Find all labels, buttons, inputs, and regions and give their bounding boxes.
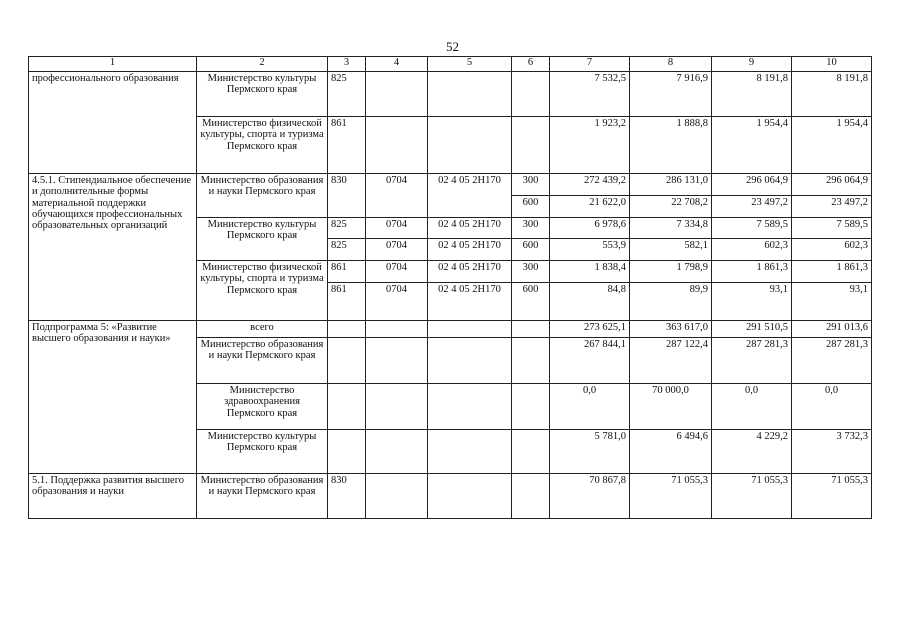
code-cell: 830 <box>328 174 366 218</box>
type-cell: 600 <box>512 196 550 218</box>
value-cell: 21 622,0 <box>550 196 630 218</box>
type-cell <box>512 321 550 338</box>
value-cell: 22 708,2 <box>630 196 712 218</box>
target-cell <box>428 430 512 474</box>
value-cell: 287 281,3 <box>792 338 872 384</box>
program-name-cell: Подпрограмма 5: «Развитие высшего образования и науки» <box>29 321 197 474</box>
header-row <box>29 57 872 72</box>
value-cell: 1 861,3 <box>792 261 872 283</box>
code-cell: 825 <box>328 72 366 117</box>
value-cell: 553,9 <box>550 239 630 261</box>
target-cell: 02 4 05 2Н170 <box>428 174 512 218</box>
table-row <box>29 174 872 196</box>
agency-cell: Министерство физической культуры, спорта и туризма Пермского края <box>197 261 328 321</box>
value-cell: 70 867,8 <box>550 474 630 519</box>
value-cell: 3 732,3 <box>792 430 872 474</box>
header-cell: 2 <box>197 57 328 72</box>
section-cell <box>366 430 428 474</box>
value-cell: 0,0 <box>792 384 872 430</box>
value-cell: 363 617,0 <box>630 321 712 338</box>
header-cell: 5 <box>428 57 512 72</box>
target-cell <box>428 72 512 117</box>
value-cell: 23 497,2 <box>712 196 792 218</box>
value-cell: 0,0 <box>712 384 792 430</box>
header-cell: 6 <box>512 57 550 72</box>
header-cell: 9 <box>712 57 792 72</box>
code-cell: 825 <box>328 239 366 261</box>
section-cell: 0704 <box>366 283 428 321</box>
value-cell: 287 122,4 <box>630 338 712 384</box>
type-cell: 600 <box>512 283 550 321</box>
table-row <box>29 474 872 519</box>
value-cell: 8 191,8 <box>792 72 872 117</box>
type-cell <box>512 430 550 474</box>
type-cell: 300 <box>512 261 550 283</box>
program-name-cell: 4.5.1. Стипендиальное обеспечение и дополнительные формы материальной поддержки обучающихся профессиональных образовательных организаций <box>29 174 197 321</box>
target-cell <box>428 384 512 430</box>
header-cell: 8 <box>630 57 712 72</box>
type-cell <box>512 338 550 384</box>
value-cell: 272 439,2 <box>550 174 630 196</box>
target-cell <box>428 321 512 338</box>
code-cell: 861 <box>328 261 366 283</box>
value-cell: 7 532,5 <box>550 72 630 117</box>
section-cell <box>366 338 428 384</box>
target-cell <box>428 338 512 384</box>
value-cell: 1 861,3 <box>712 261 792 283</box>
value-cell: 23 497,2 <box>792 196 872 218</box>
header-cell: 1 <box>29 57 197 72</box>
value-cell: 93,1 <box>712 283 792 321</box>
agency-cell: Министерство культуры Пермского края <box>197 430 328 474</box>
value-cell: 1 954,4 <box>792 117 872 174</box>
section-cell <box>366 72 428 117</box>
value-cell: 7 589,5 <box>792 218 872 239</box>
header-cell: 10 <box>792 57 872 72</box>
value-cell: 291 013,6 <box>792 321 872 338</box>
value-cell: 8 191,8 <box>712 72 792 117</box>
target-cell <box>428 474 512 519</box>
value-cell: 602,3 <box>792 239 872 261</box>
section-cell <box>366 117 428 174</box>
value-cell: 1 954,4 <box>712 117 792 174</box>
target-cell: 02 4 05 2Н170 <box>428 218 512 239</box>
section-cell <box>366 384 428 430</box>
agency-cell: Министерство образования и науки Пермского края <box>197 474 328 519</box>
header-cell: 3 <box>328 57 366 72</box>
type-cell <box>512 384 550 430</box>
section-cell <box>366 474 428 519</box>
value-cell: 602,3 <box>712 239 792 261</box>
value-cell: 267 844,1 <box>550 338 630 384</box>
target-cell: 02 4 05 2Н170 <box>428 239 512 261</box>
type-cell: 300 <box>512 218 550 239</box>
value-cell: 71 055,3 <box>792 474 872 519</box>
code-cell: 825 <box>328 218 366 239</box>
program-name-cell: профессионального образования <box>29 72 197 174</box>
target-cell: 02 4 05 2Н170 <box>428 261 512 283</box>
type-cell <box>512 72 550 117</box>
agency-cell: Министерство культуры Пермского края <box>197 218 328 261</box>
value-cell: 287 281,3 <box>712 338 792 384</box>
value-cell: 6 494,6 <box>630 430 712 474</box>
value-cell: 4 229,2 <box>712 430 792 474</box>
code-cell <box>328 430 366 474</box>
budget-table <box>28 56 872 519</box>
value-cell: 6 978,6 <box>550 218 630 239</box>
table-row <box>29 72 872 117</box>
agency-cell: Министерство образования и науки Пермского края <box>197 338 328 384</box>
section-cell: 0704 <box>366 239 428 261</box>
value-cell: 5 781,0 <box>550 430 630 474</box>
agency-cell: Министерство образования и науки Пермского края <box>197 174 328 218</box>
value-cell: 7 916,9 <box>630 72 712 117</box>
value-cell: 582,1 <box>630 239 712 261</box>
value-cell: 291 510,5 <box>712 321 792 338</box>
value-cell: 286 131,0 <box>630 174 712 196</box>
section-cell: 0704 <box>366 174 428 218</box>
value-cell: 7 589,5 <box>712 218 792 239</box>
value-cell: 1 798,9 <box>630 261 712 283</box>
target-cell: 02 4 05 2Н170 <box>428 283 512 321</box>
value-cell: 84,8 <box>550 283 630 321</box>
value-cell: 1 923,2 <box>550 117 630 174</box>
value-cell: 1 888,8 <box>630 117 712 174</box>
section-cell: 0704 <box>366 261 428 283</box>
section-cell <box>366 321 428 338</box>
target-cell <box>428 117 512 174</box>
type-cell: 300 <box>512 174 550 196</box>
page-number: 52 <box>446 39 459 54</box>
agency-cell: Министерство физической культуры, спорта и туризма Пермского края <box>197 117 328 174</box>
value-cell: 93,1 <box>792 283 872 321</box>
value-cell: 273 625,1 <box>550 321 630 338</box>
value-cell: 296 064,9 <box>792 174 872 196</box>
agency-cell: Министерство культуры Пермского края <box>197 72 328 117</box>
value-cell: 70 000,0 <box>630 384 712 430</box>
header-cell: 7 <box>550 57 630 72</box>
code-cell <box>328 338 366 384</box>
code-cell: 861 <box>328 283 366 321</box>
program-name-cell: 5.1. Поддержка развития высшего образования и науки <box>29 474 197 519</box>
type-cell <box>512 474 550 519</box>
agency-cell: Министерство здравоохранения Пермского края <box>197 384 328 430</box>
value-cell: 1 838,4 <box>550 261 630 283</box>
type-cell: 600 <box>512 239 550 261</box>
value-cell: 89,9 <box>630 283 712 321</box>
value-cell: 0,0 <box>550 384 630 430</box>
value-cell: 71 055,3 <box>712 474 792 519</box>
value-cell: 7 334,8 <box>630 218 712 239</box>
code-cell: 830 <box>328 474 366 519</box>
code-cell <box>328 384 366 430</box>
section-cell: 0704 <box>366 218 428 239</box>
code-cell <box>328 321 366 338</box>
type-cell <box>512 117 550 174</box>
value-cell: 296 064,9 <box>712 174 792 196</box>
table-row <box>29 321 872 338</box>
value-cell: 71 055,3 <box>630 474 712 519</box>
agency-cell: всего <box>197 321 328 338</box>
code-cell: 861 <box>328 117 366 174</box>
header-cell: 4 <box>366 57 428 72</box>
